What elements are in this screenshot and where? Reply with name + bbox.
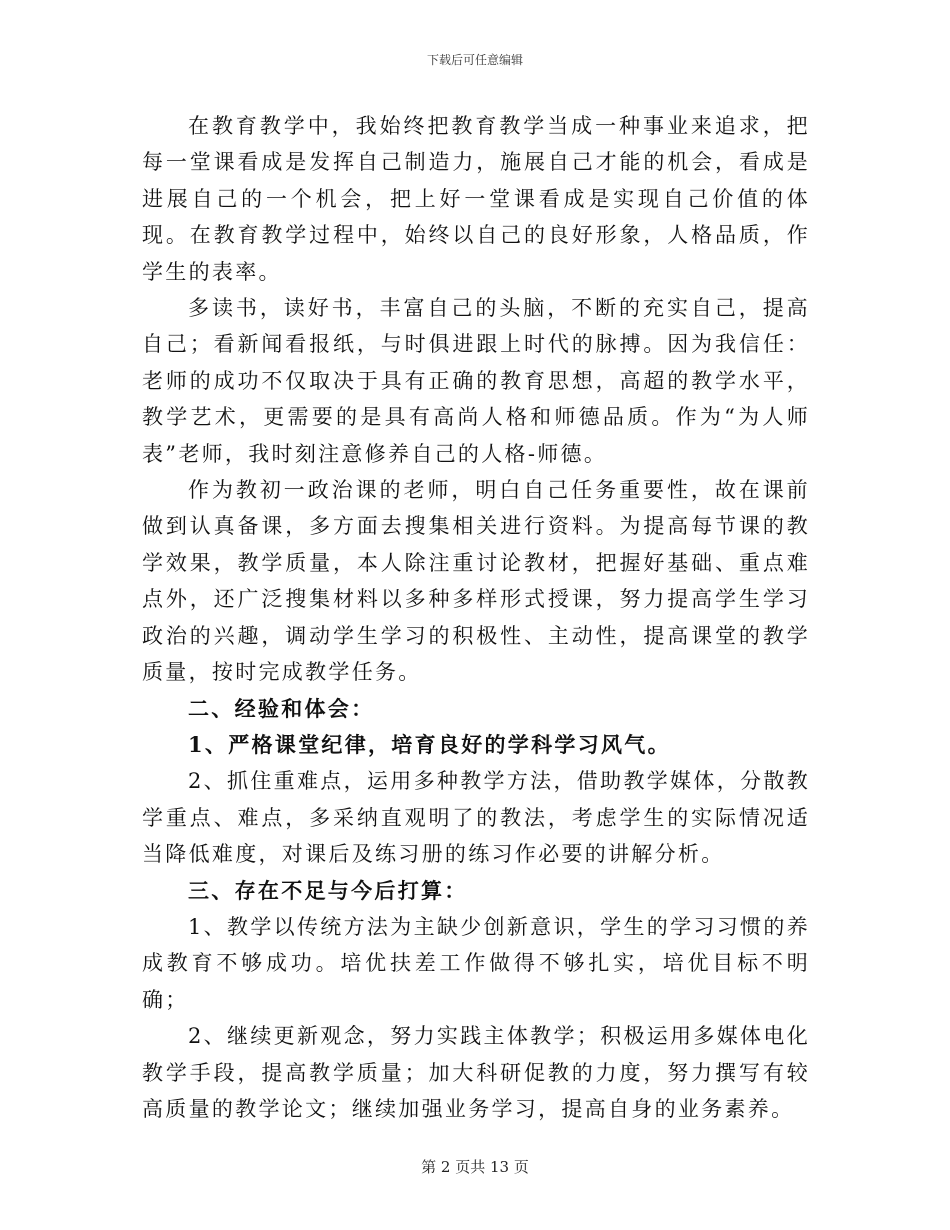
experience-item-2: 2、抓住重难点，运用多种教学方法，借助教学媒体，分散教学重点、难点，多采纳直观明了的教法，考虑学生的实际情况适当降低难度，对课后及练习册的练习作必要的讲解分析。 xyxy=(142,769,810,867)
shortcoming-item-2: 2、继续更新观念，努力实践主体教学；积极运用多媒体电化教学手段，提高教学质量；加大科研促教的力度，努力撰写有较高质量的教学论文；继续加强业务学习，提高自身的业务素养。 xyxy=(142,1024,810,1121)
shortcoming-item-1: 1、教学以传统方法为主缺少创新意识，学生的学习习惯的养成教育不够成功。培优扶差工作做得不够扎实，培优目标不明确； xyxy=(142,914,810,1012)
paragraph-reading-study: 多读书，读好书，丰富自己的头脑，不断的充实自己，提高自己；看新闻看报纸，与时俱进跟上时代的脉搏。因为我信任：老师的成功不仅取决于具有正确的教育思想，高超的教学水平，教学艺术，更需要的是具有高尚人格和师德品质。作为“为人师表”老师，我时刻注意修养自己的人格-师德。 xyxy=(142,296,810,466)
paragraph-teaching-attitude: 在教育教学中，我始终把教育教学当成一种事业来追求，把每一堂课看成是发挥自己制造力，施展自己才能的机会，看成是进展自己的一个机会，把上好一堂课看成是实现自己价值的体现。在教育教学过程中，始终以自己的良好形象，人格品质，作学生的表率。 xyxy=(142,114,810,284)
section-heading-shortcomings: 三、存在不足与今后打算： xyxy=(188,877,468,903)
document-body xyxy=(142,108,810,1127)
section-heading-experience: 二、经验和体会： xyxy=(188,695,375,721)
paragraph-lesson-preparation: 作为教初一政治课的老师，明白自己任务重要性，故在课前做到认真备课，多方面去搜集相关进行资料。为提高每节课的教学效果，教学质量，本人除注重讨论教材，把握好基础、重点难点外，还广泛搜集材料以多种多样形式授课，努力提高学生学习政治的兴趣，调动学生学习的积极性、主动性，提高课堂的教学质量，按时完成教学任务。 xyxy=(142,478,810,685)
page-number-footer: 第 2 页共 13 页 xyxy=(421,1158,529,1176)
page-header: 下载后可任意编辑 xyxy=(426,53,523,67)
experience-item-1: 1、严格课堂纪律，培育良好的学科学习风气。 xyxy=(188,731,671,757)
